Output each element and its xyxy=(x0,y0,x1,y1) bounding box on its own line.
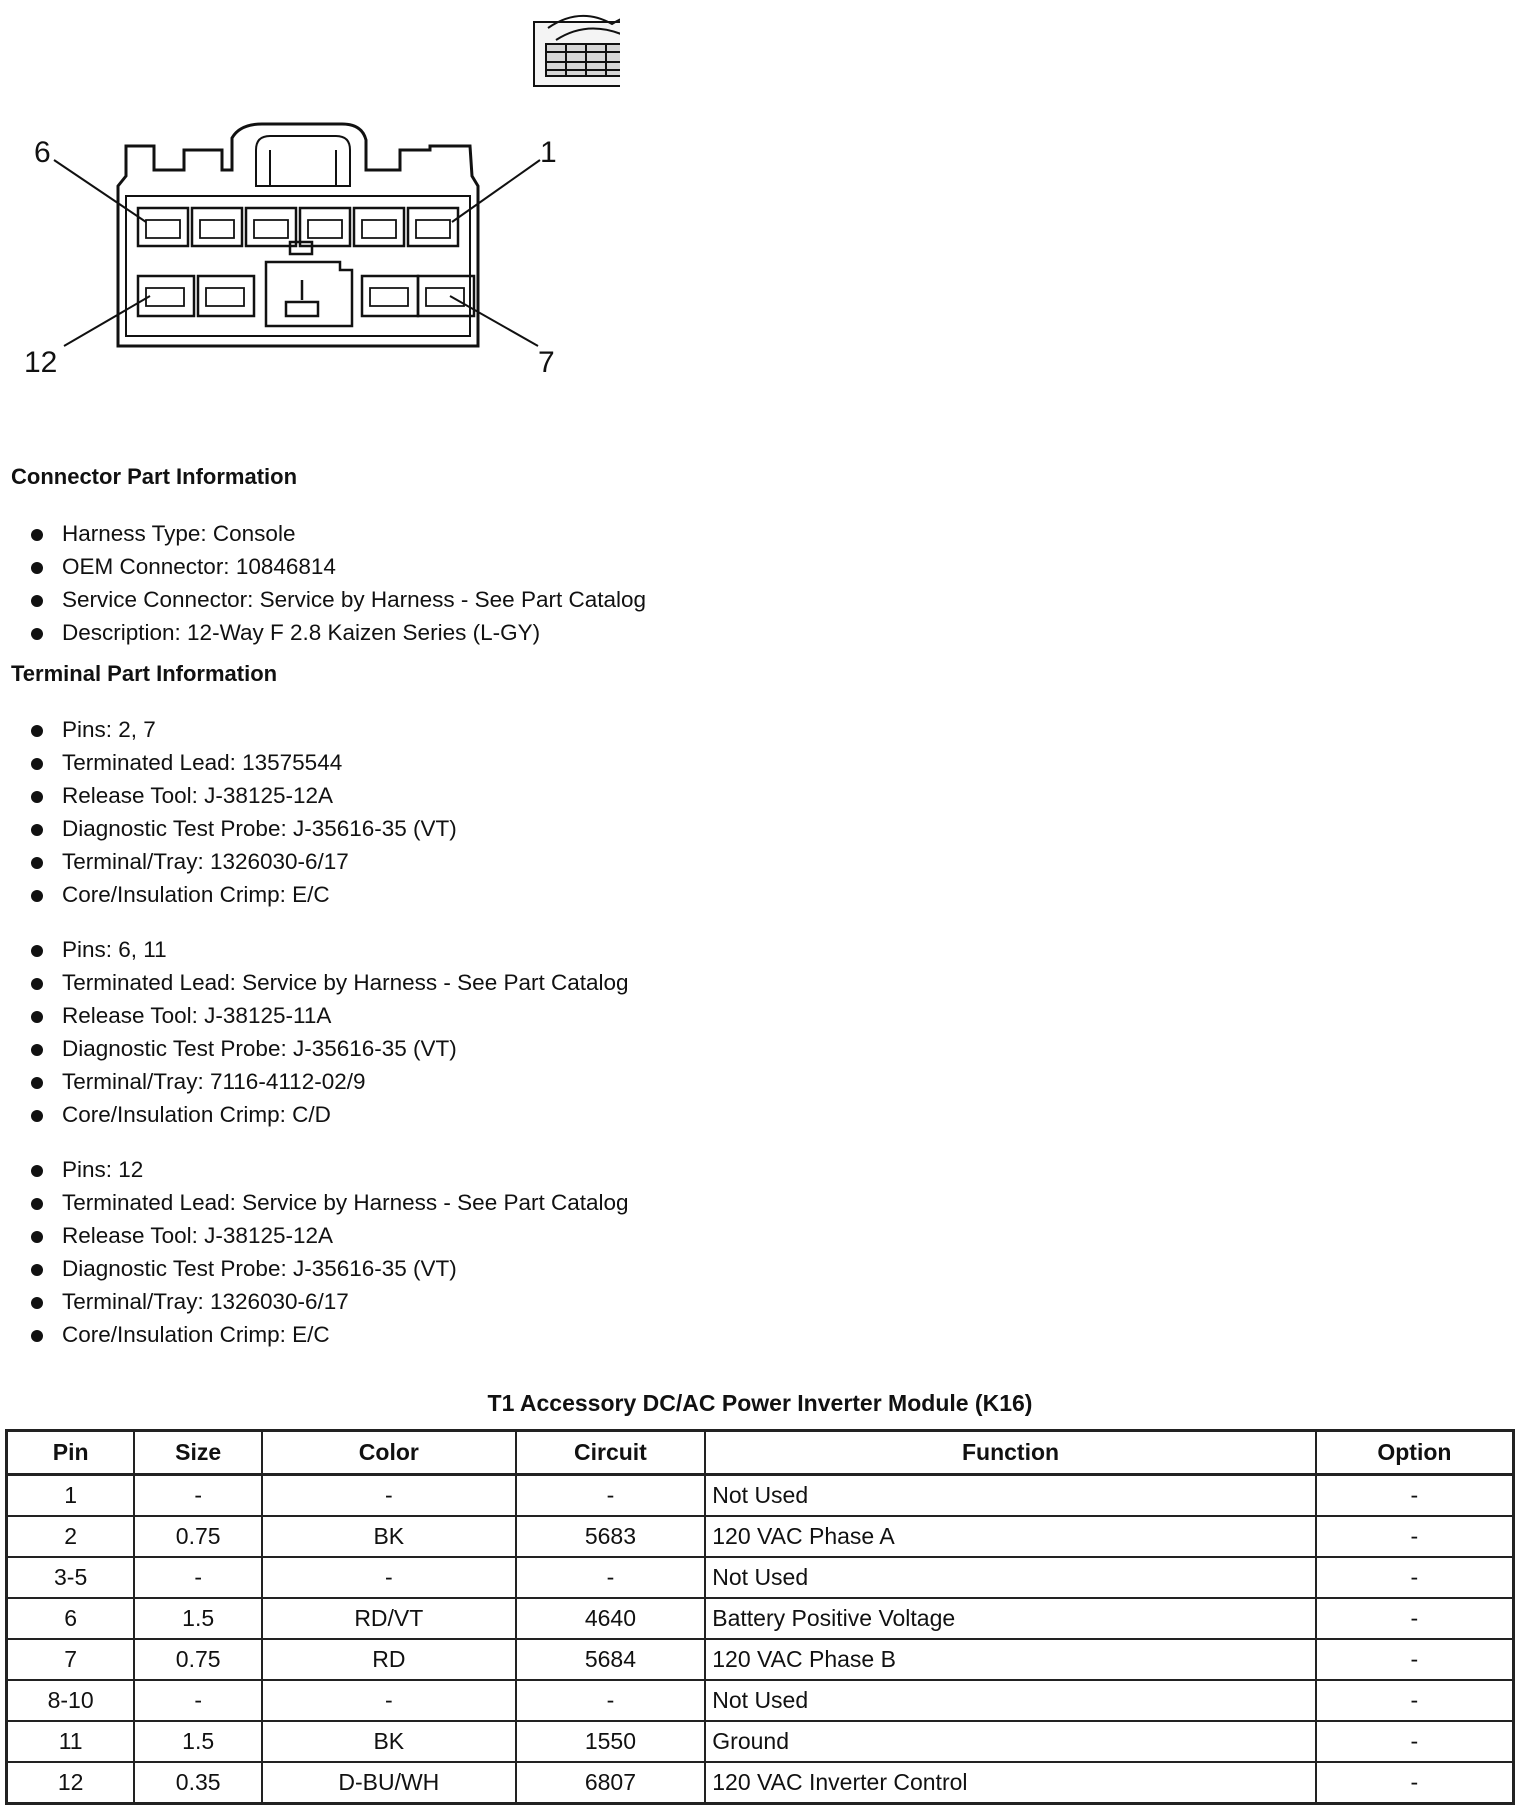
terminal-group-1 xyxy=(28,713,457,911)
cell-circuit: 4640 xyxy=(516,1598,706,1639)
list-item: Release Tool: J-38125-12A xyxy=(28,1219,629,1252)
table-header-row xyxy=(7,1431,1514,1475)
cell-pin: 6 xyxy=(7,1598,135,1639)
column-header-color: Color xyxy=(262,1431,516,1475)
list-item: Terminated Lead: Service by Harness - See Part Catalog xyxy=(28,966,629,999)
cell-pin: 11 xyxy=(7,1721,135,1762)
table-row xyxy=(7,1516,1514,1557)
list-item: Harness Type: Console xyxy=(28,517,646,550)
list-item: Diagnostic Test Probe: J-35616-35 (VT) xyxy=(28,812,457,845)
column-header-option: Option xyxy=(1316,1431,1514,1475)
pin-label-1: 1 xyxy=(540,136,557,169)
cell-size: 1.5 xyxy=(134,1598,262,1639)
list-item: Service Connector: Service by Harness - See Part Catalog xyxy=(28,583,646,616)
cell-size: - xyxy=(134,1680,262,1721)
cell-color: D-BU/WH xyxy=(262,1762,516,1804)
cell-function: Not Used xyxy=(705,1475,1316,1517)
column-header-circuit: Circuit xyxy=(516,1431,706,1475)
cell-option: - xyxy=(1316,1762,1514,1804)
cell-color: - xyxy=(262,1557,516,1598)
cell-circuit: 1550 xyxy=(516,1721,706,1762)
cell-pin: 2 xyxy=(7,1516,135,1557)
column-header-function: Function xyxy=(705,1431,1316,1475)
table-row xyxy=(7,1475,1514,1517)
cell-option: - xyxy=(1316,1639,1514,1680)
column-header-pin: Pin xyxy=(7,1431,135,1475)
list-item: OEM Connector: 10846814 xyxy=(28,550,646,583)
list-item: Pins: 12 xyxy=(28,1153,629,1186)
connector-diagram xyxy=(0,0,620,380)
connector-info-list xyxy=(28,517,646,649)
cell-color: RD/VT xyxy=(262,1598,516,1639)
cell-function: Not Used xyxy=(705,1680,1316,1721)
cell-option: - xyxy=(1316,1516,1514,1557)
cavity-row-bottom xyxy=(138,262,474,326)
list-item: Release Tool: J-38125-11A xyxy=(28,999,629,1032)
cell-size: 0.75 xyxy=(134,1639,262,1680)
terminal-group-2 xyxy=(28,933,629,1131)
cell-size: - xyxy=(134,1557,262,1598)
table-row xyxy=(7,1762,1514,1804)
list-item: Terminated Lead: Service by Harness - See Part Catalog xyxy=(28,1186,629,1219)
cell-pin: 3-5 xyxy=(7,1557,135,1598)
cell-option: - xyxy=(1316,1598,1514,1639)
list-item: Terminal/Tray: 1326030-6/17 xyxy=(28,845,457,878)
list-item: Core/Insulation Crimp: C/D xyxy=(28,1098,629,1131)
cell-pin: 7 xyxy=(7,1639,135,1680)
cell-color: - xyxy=(262,1680,516,1721)
pin-label-12: 12 xyxy=(24,346,58,379)
cell-color: BK xyxy=(262,1721,516,1762)
cell-circuit: - xyxy=(516,1680,706,1721)
cell-circuit: - xyxy=(516,1557,706,1598)
terminal-group-3 xyxy=(28,1153,629,1351)
cell-option: - xyxy=(1316,1721,1514,1762)
table-row xyxy=(7,1598,1514,1639)
list-item: Diagnostic Test Probe: J-35616-35 (VT) xyxy=(28,1252,629,1285)
cell-color: BK xyxy=(262,1516,516,1557)
cavity-row-top xyxy=(138,208,458,254)
cell-circuit: 6807 xyxy=(516,1762,706,1804)
list-item: Terminated Lead: 13575544 xyxy=(28,746,457,779)
connector-face xyxy=(118,124,478,346)
cell-pin: 8-10 xyxy=(7,1680,135,1721)
connector-thumbnail xyxy=(534,15,620,86)
table-row xyxy=(7,1557,1514,1598)
terminal-info-heading: Terminal Part Information xyxy=(11,661,278,686)
cell-circuit: 5684 xyxy=(516,1639,706,1680)
cell-function: 120 VAC Phase B xyxy=(705,1639,1316,1680)
table-row xyxy=(7,1680,1514,1721)
list-item: Core/Insulation Crimp: E/C xyxy=(28,1318,629,1351)
cell-option: - xyxy=(1316,1475,1514,1517)
cell-function: Battery Positive Voltage xyxy=(705,1598,1316,1639)
table-row xyxy=(7,1721,1514,1762)
pinout-table xyxy=(5,1429,1515,1805)
cell-circuit: 5683 xyxy=(516,1516,706,1557)
list-item: Pins: 2, 7 xyxy=(28,713,457,746)
table-title: T1 Accessory DC/AC Power Inverter Module (K16) xyxy=(487,1390,1033,1416)
cell-size: 0.75 xyxy=(134,1516,262,1557)
cell-size: 0.35 xyxy=(134,1762,262,1804)
pin-label-6: 6 xyxy=(34,136,51,169)
cell-color: RD xyxy=(262,1639,516,1680)
list-item: Terminal/Tray: 7116-4112-02/9 xyxy=(28,1065,629,1098)
cell-function: 120 VAC Inverter Control xyxy=(705,1762,1316,1804)
cell-option: - xyxy=(1316,1680,1514,1721)
cell-function: Ground xyxy=(705,1721,1316,1762)
pin-label-7: 7 xyxy=(538,346,555,379)
cell-size: - xyxy=(134,1475,262,1517)
cell-function: 120 VAC Phase A xyxy=(705,1516,1316,1557)
cell-option: - xyxy=(1316,1557,1514,1598)
table-row xyxy=(7,1639,1514,1680)
cell-pin: 12 xyxy=(7,1762,135,1804)
connector-info-heading: Connector Part Information xyxy=(11,464,298,489)
column-header-size: Size xyxy=(134,1431,262,1475)
cell-color: - xyxy=(262,1475,516,1517)
list-item: Core/Insulation Crimp: E/C xyxy=(28,878,457,911)
list-item: Description: 12-Way F 2.8 Kaizen Series (L-GY) xyxy=(28,616,646,649)
cell-circuit: - xyxy=(516,1475,706,1517)
list-item: Release Tool: J-38125-12A xyxy=(28,779,457,812)
cell-size: 1.5 xyxy=(134,1721,262,1762)
list-item: Diagnostic Test Probe: J-35616-35 (VT) xyxy=(28,1032,629,1065)
cell-function: Not Used xyxy=(705,1557,1316,1598)
list-item: Terminal/Tray: 1326030-6/17 xyxy=(28,1285,629,1318)
cell-pin: 1 xyxy=(7,1475,135,1517)
list-item: Pins: 6, 11 xyxy=(28,933,629,966)
